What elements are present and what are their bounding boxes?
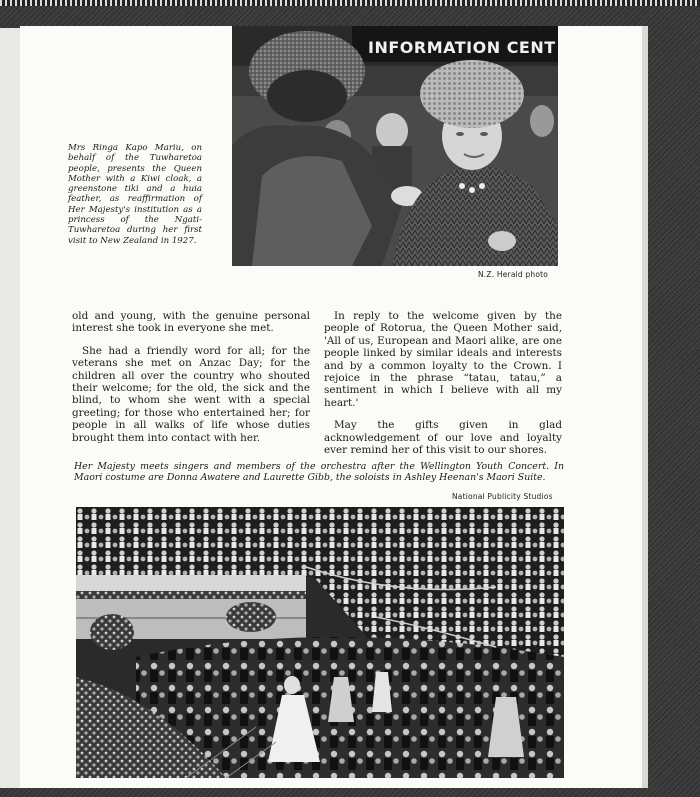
information-centre-sign: INFORMATION CENT [368, 38, 556, 57]
article-right-column [324, 310, 562, 466]
facing-page-edge [0, 28, 20, 788]
page-edge-shadow [642, 26, 648, 788]
article-paragraph: old and young, with the genuine personal interest she took in everyone she met. [72, 310, 310, 335]
top-photo-caption: Mrs Ringa Kapo Mariu, on behalf of the Tuwharetoa people, presents the Queen Mother with a Kiwi cloak, a greenstone tiki and a huia feather, as reaffirmation of Her Majesty's institution as a princess of the Ngati-Tuwharetoa during her first visit to New Zealand in 1927. [68, 143, 202, 246]
top-photo-credit: N.Z. Herald photo [478, 270, 549, 279]
youth-concert-photo [76, 507, 564, 778]
article-paragraph: May the gifts given in glad acknowledgement of our love and loyalty ever remind her of this visit to our shores. [324, 419, 562, 457]
bottom-photo-caption: Her Majesty meets singers and members of the orchestra after the Wellington Youth Concert. In Maori costume are Donna Awatere and Laurette Gibb, the soloists in Ashley Heenan's Maori Suite. [74, 461, 564, 483]
scan-edge-strip [0, 0, 700, 6]
article-paragraph: In reply to the welcome given by the people of Rotorua, the Queen Mother said, 'All of us, European and Maori alike, are one people linked by similar ideals and interests and by a common loyalty to the Crown. I rejoice in the phrase “tatau, tatau,” a sentiment in which I believe with all my heart.' [324, 310, 562, 409]
queen-mother-kiwi-cloak-photo [232, 26, 558, 266]
article-paragraph: She had a friendly word for all; for the veterans she met on Anzac Day; for the children all over the country who shouted their welcome; for the old, the sick and the blind, to whom she went with a special greeting; for those who entertained her; for people in all walks of life whose duties brought them into contact with her. [72, 344, 310, 444]
article-left-column [72, 310, 310, 454]
bottom-photo-credit: National Publicity Studios [452, 492, 553, 501]
